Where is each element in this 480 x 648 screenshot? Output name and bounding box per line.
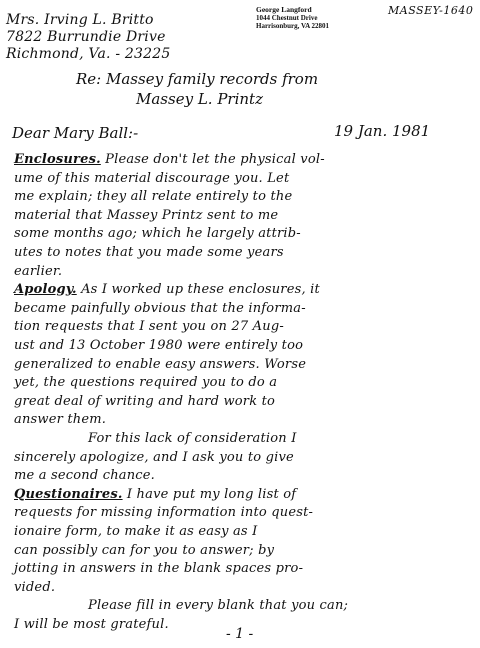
line-text: I have put my long list of [122, 486, 297, 502]
line-text: me explain; they all relate entirely to the [14, 189, 293, 205]
body-line [14, 394, 275, 410]
recipient-city: Richmond, Va. - 23225 [6, 46, 171, 62]
section-heading: Apology. [14, 282, 77, 298]
letterhead [256, 6, 329, 30]
line-text: answer them. [14, 412, 107, 428]
body-line [88, 598, 348, 614]
line-text: utes to notes that you made some years [14, 245, 284, 260]
letterhead-street: 1044 Chestnut Drive [256, 14, 318, 22]
body-line [14, 412, 106, 428]
subject-line-1: Re: Massey family records from [76, 70, 319, 88]
body-line [14, 245, 284, 261]
body-line [14, 189, 292, 205]
line-text: ust and 13 October 1980 were entirely too [14, 338, 304, 353]
line-text: Please don't let the physical vol- [100, 152, 325, 167]
body-line [14, 505, 313, 521]
page-number: - 1 - [226, 626, 254, 642]
body-line [14, 171, 289, 187]
section-heading-line [14, 282, 320, 298]
section-heading-line [14, 152, 325, 168]
section-heading: Questionaires. [14, 486, 123, 502]
body-line [14, 208, 278, 224]
letter-date: 19 Jan. 1981 [334, 122, 431, 140]
section-heading: Enclosures. [14, 152, 101, 167]
line-text: As I worked up these enclosures, it [76, 282, 320, 298]
body-line [14, 357, 306, 373]
body-line [14, 226, 301, 242]
line-text: vided. [14, 579, 56, 595]
line-text: Please fill in every blank that you can; [88, 598, 349, 614]
line-text: generalized to enable easy answers. Worse [14, 356, 307, 372]
line-text: I will be most grateful. [14, 617, 169, 632]
section-heading-line [14, 487, 296, 503]
letterhead-city: Harrisonburg, VA 22801 [256, 22, 330, 30]
body-line [14, 580, 55, 596]
body-line [14, 468, 155, 484]
line-text: For this lack of consideration I [88, 431, 297, 446]
recipient-name: Mrs. Irving L. Britto [6, 12, 154, 28]
body-line [88, 431, 297, 447]
line-text: ume of this material discourage you. Let [14, 170, 290, 186]
line-text: great deal of writing and hard work to [14, 393, 276, 409]
letterhead-name: George Langford [256, 5, 312, 14]
body-line [14, 338, 303, 354]
line-text: became painfully obvious that the informa- [14, 300, 306, 316]
line-text: sincerely apologize, and I ask you to give [14, 449, 294, 465]
line-text: can possibly can for you to answer; by [14, 542, 275, 558]
line-text: requests for missing information into quest- [14, 505, 314, 521]
recipient-address [6, 12, 170, 63]
body-line [14, 319, 284, 335]
reference-mark: MASSEY-1640 [388, 4, 474, 17]
body-line [14, 264, 62, 280]
subject-line-2: Massey L. Printz [136, 90, 263, 108]
salutation: Dear Mary Ball:- [12, 124, 139, 142]
body-line [14, 543, 274, 559]
recipient-street: 7822 Burrundie Drive [6, 29, 166, 45]
line-text: tion requests that I sent you on 27 Aug- [14, 319, 284, 335]
line-text: me a second chance. [14, 468, 156, 484]
line-text: jotting in answers in the blank spaces pro- [14, 561, 304, 577]
line-text: yet, the questions required you to do a [14, 375, 278, 391]
line-text: earlier. [14, 263, 63, 279]
body-line [14, 450, 294, 466]
body-line [14, 524, 257, 540]
body-line [14, 301, 306, 317]
body-line [14, 617, 169, 633]
body-line [14, 375, 277, 391]
body-line [14, 561, 303, 577]
line-text: material that Massey Printz sent to me [14, 207, 279, 223]
line-text: some months ago; which he largely attrib- [14, 226, 301, 242]
line-text: ionaire form, to make it as easy as I [14, 524, 258, 539]
